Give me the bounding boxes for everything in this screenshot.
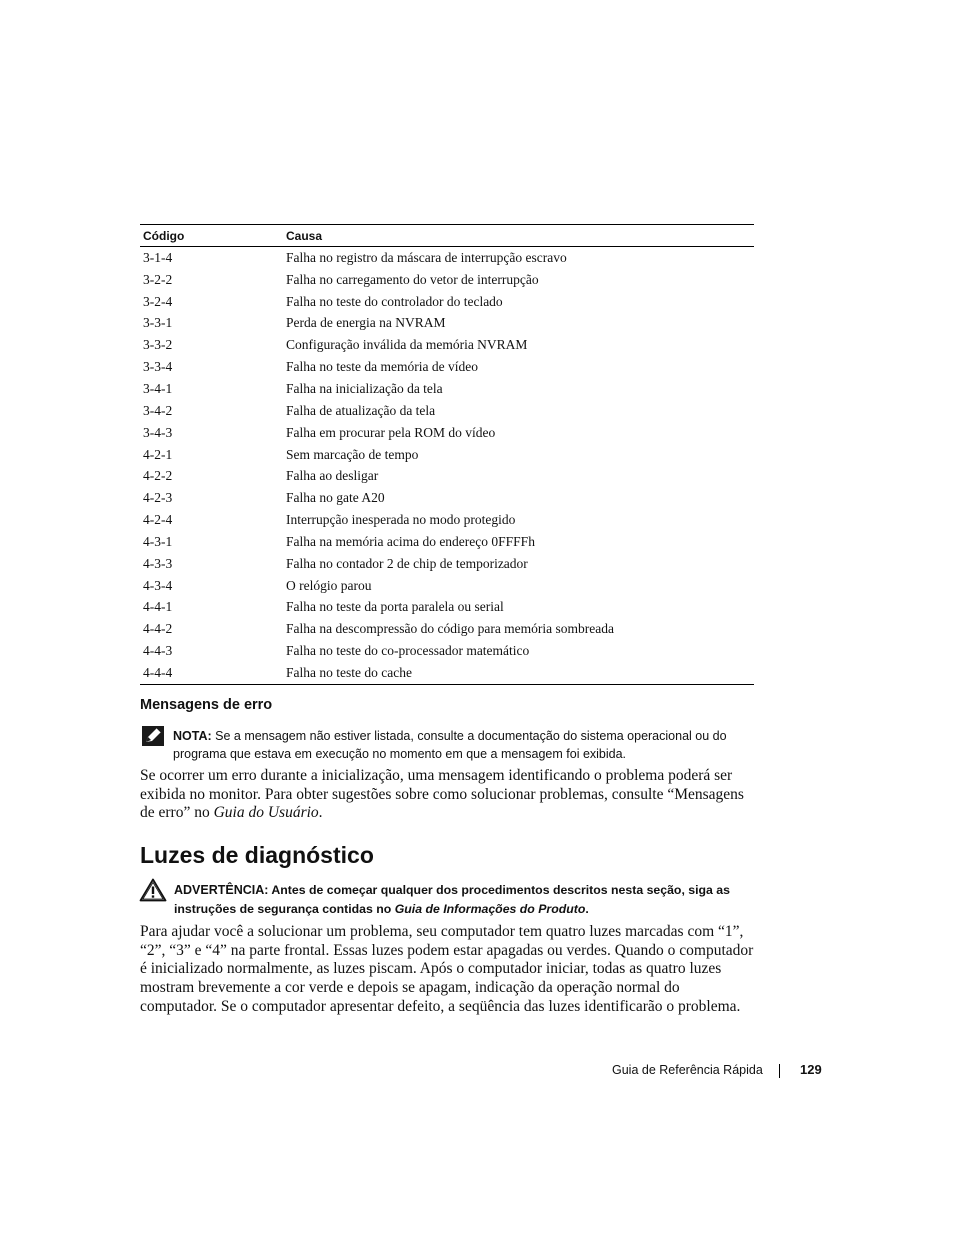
error-paragraph-text: Se ocorrer um erro durante a inicialização, uma mensagem identificando o problema poderá ser exibida no monitor. Para obter sugestões sobre como solucionar problemas, consulte “Mensagens de erro” no	[140, 767, 744, 822]
diagnostic-lights-paragraph: Para ajudar você a solucionar um problema, seu computador tem quatro luzes marcadas com “1”, “2”, “3” e “4” na parte frontal. Essas luzes podem estar apagadas ou verdes. Quando o computador é inicializado normalmente, as luzes piscam. Após o computador iniciar, todas as quatro luzes mostram brevemente a cor verde e depois se apagam, indicação da operação normal do computador. Se o computador apresentar defeito, a seqüência das luzes identificarão o problema.	[140, 923, 754, 1015]
table-row	[140, 269, 754, 291]
code-cell: 3-3-1	[143, 315, 173, 331]
cause-cell: O relógio parou	[286, 577, 372, 593]
table-row	[140, 487, 754, 509]
cause-cell: Falha de atualização da tela	[286, 402, 436, 418]
error-paragraph	[140, 767, 760, 823]
cause-cell: Falha no carregamento do vetor de interrupção	[286, 271, 539, 287]
product-info-guide-reference: Guia de Informações do Produto	[394, 902, 586, 916]
code-cell: 4-4-4	[140, 662, 283, 684]
table-row	[140, 291, 754, 313]
cause-cell: Falha na inicialização da tela	[286, 380, 443, 396]
note-line2: programa que estava em execução no momento em que a mensagem foi exibida.	[173, 747, 627, 761]
cause-cell: Falha no teste do co-processador matemático	[286, 643, 530, 659]
cause-cell: Falha no contador 2 de chip de temporizador	[286, 555, 528, 571]
table-row	[140, 356, 754, 378]
code-cell: 4-3-3	[143, 555, 173, 571]
cause-cell: Falha no gate A20	[286, 490, 385, 506]
table-row	[140, 575, 754, 597]
cause-cell: Falha no teste da memória de vídeo	[286, 359, 478, 375]
table-row	[140, 618, 754, 640]
code-cell: 3-1-4	[143, 249, 173, 265]
cause-cell: Falha no teste do cache	[283, 662, 754, 684]
note-line1: Se a mensagem não estiver listada, consulte a documentação do sistema operacional ou do	[211, 729, 727, 743]
table-row	[140, 465, 754, 487]
error-messages-heading: Mensagens de erro	[140, 697, 273, 713]
code-cell: 3-2-4	[143, 293, 173, 309]
table-row	[140, 662, 754, 684]
code-cell: 4-3-4	[143, 577, 173, 593]
code-cell: 4-4-2	[143, 621, 173, 637]
table-row	[140, 597, 754, 619]
code-cell: 4-3-1	[143, 533, 173, 549]
warning-triangle-icon	[139, 878, 167, 902]
warning-text	[174, 881, 764, 919]
warning-end: .	[585, 902, 589, 916]
cause-cell: Falha no teste da porta paralela ou serial	[286, 599, 504, 615]
table-row	[140, 531, 754, 553]
note-label: NOTA:	[173, 729, 212, 743]
table-row	[140, 422, 754, 444]
table-body	[140, 247, 754, 685]
table-row	[140, 553, 754, 575]
code-cell: 3-4-1	[143, 380, 173, 396]
code-cell: 3-3-2	[143, 337, 173, 353]
code-cell: 3-4-2	[143, 402, 173, 418]
warning-line2: instruções de segurança contidas no	[174, 902, 395, 916]
table-row	[140, 378, 754, 400]
table-row	[140, 640, 754, 662]
code-cell: 4-4-3	[143, 643, 173, 659]
code-cell: 4-2-2	[143, 468, 173, 484]
table-row	[140, 400, 754, 422]
cause-cell: Falha ao desligar	[286, 468, 379, 484]
table-row	[140, 313, 754, 335]
table-row	[140, 509, 754, 531]
beep-code-table	[140, 224, 754, 685]
diagnostic-lights-heading: Luzes de diagnóstico	[140, 842, 374, 868]
code-cell: 4-4-1	[143, 599, 173, 615]
cause-cell: Interrupção inesperada no modo protegido	[286, 512, 516, 528]
code-cell: 3-3-4	[143, 359, 173, 375]
table-header-row	[140, 225, 754, 247]
note-text	[173, 727, 763, 763]
code-cell: 3-2-2	[143, 271, 173, 287]
cause-cell: Configuração inválida da memória NVRAM	[286, 337, 528, 353]
warning-label: ADVERTÊNCIA:	[174, 883, 269, 897]
cause-cell: Falha na descompressão do código para memória sombreada	[286, 621, 615, 637]
code-cell: 4-2-3	[143, 490, 173, 506]
warning-line1: Antes de começar qualquer dos procedimentos descritos nesta seção, siga as	[268, 883, 730, 897]
cause-cell: Falha em procurar pela ROM do vídeo	[286, 424, 496, 440]
table-row	[140, 444, 754, 466]
footer-divider	[779, 1064, 780, 1078]
user-guide-reference: Guia do Usuário	[213, 804, 319, 822]
note-pencil-icon	[142, 726, 164, 746]
cause-cell: Falha na memória acima do endereço 0FFFFh	[286, 533, 535, 549]
header-causa: Causa	[283, 225, 754, 247]
footer-guide-title: Guia de Referência Rápida	[612, 1063, 763, 1077]
header-codigo: Código	[140, 225, 283, 247]
code-cell: 4-2-1	[143, 446, 173, 462]
table-row	[140, 247, 754, 269]
cause-cell: Falha no teste do controlador do teclado	[286, 293, 503, 309]
cause-cell: Sem marcação de tempo	[286, 446, 419, 462]
cause-cell: Perda de energia na NVRAM	[286, 315, 446, 331]
page-number: 129	[800, 1062, 822, 1077]
error-paragraph-end: .	[318, 804, 323, 822]
code-cell: 4-2-4	[143, 512, 173, 528]
table-row	[140, 334, 754, 356]
cause-cell: Falha no registro da máscara de interrupção escravo	[286, 249, 567, 265]
code-cell: 3-4-3	[143, 424, 173, 440]
